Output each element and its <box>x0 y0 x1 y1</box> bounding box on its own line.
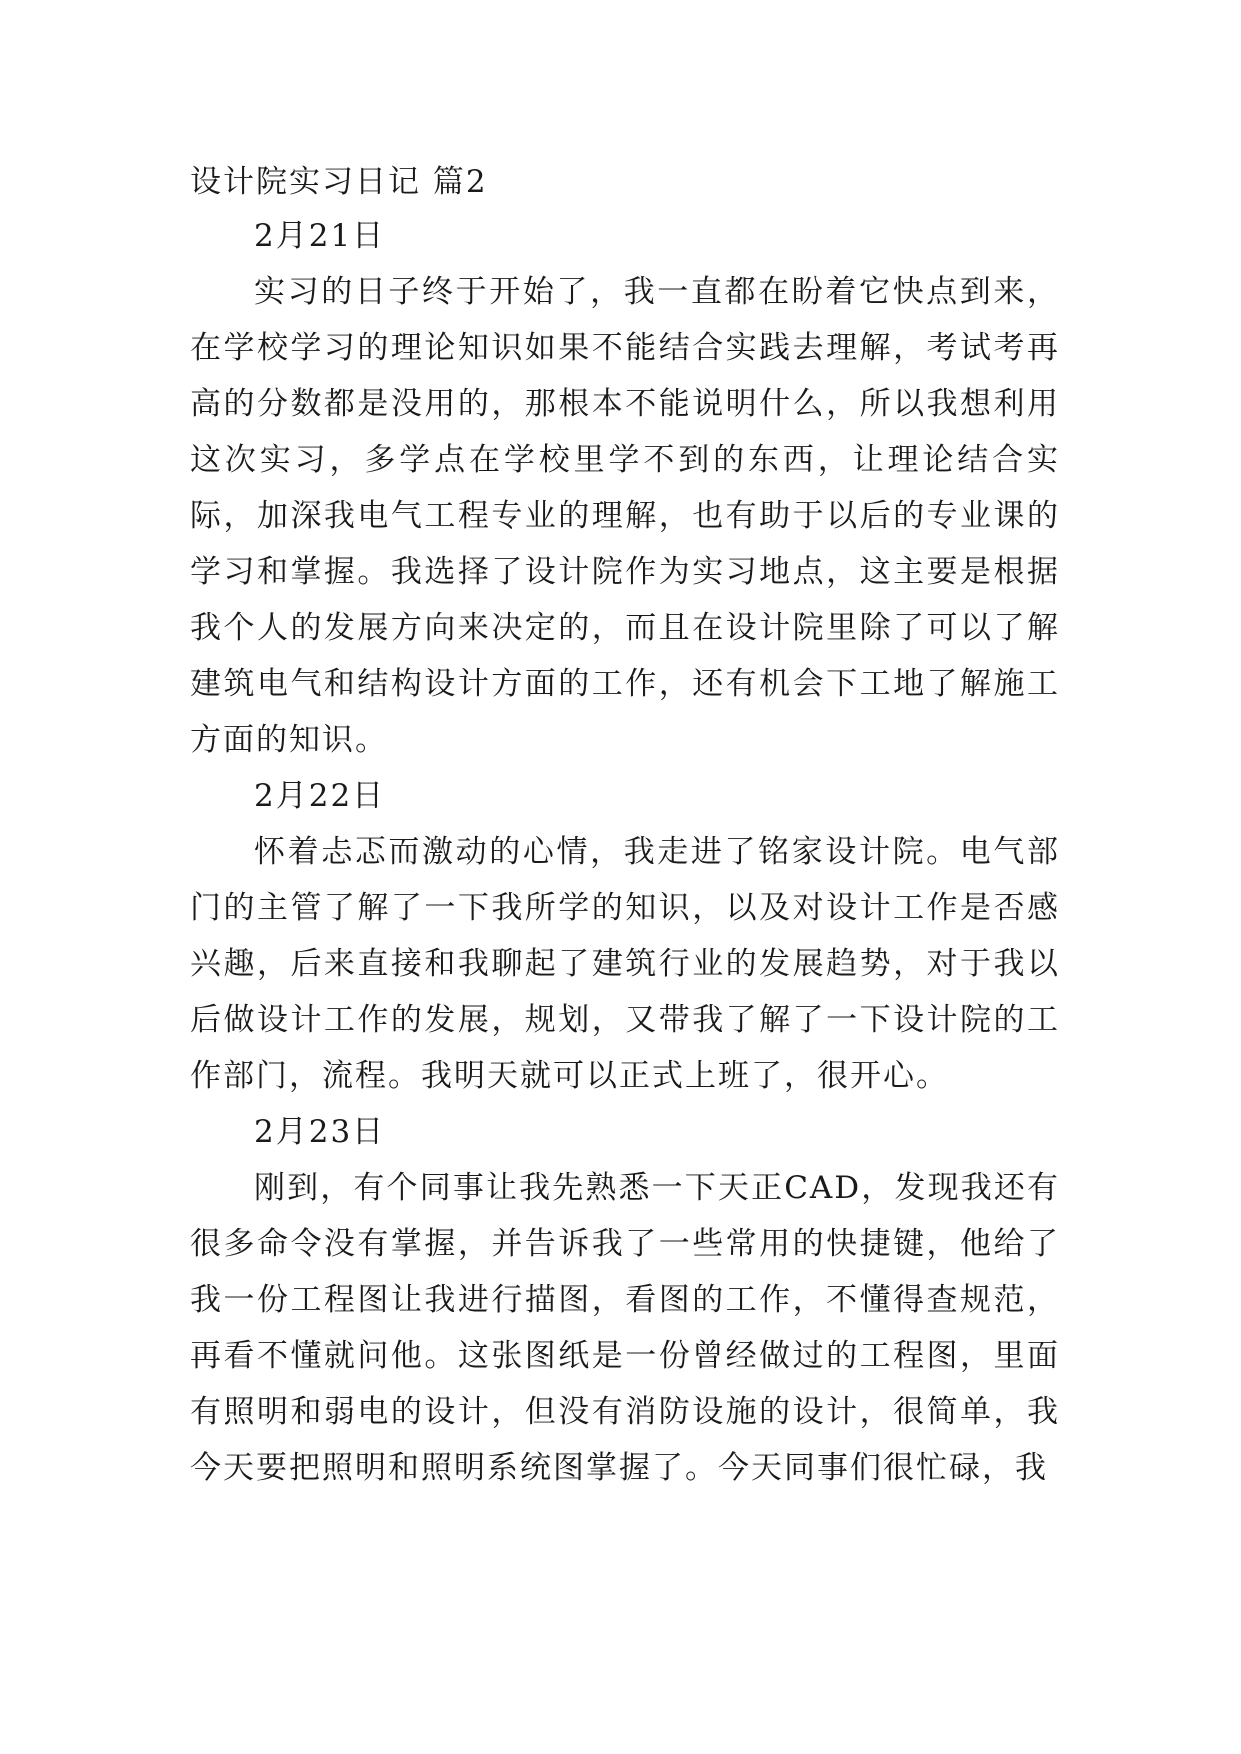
entry-date: 2月21日 <box>254 218 386 254</box>
entry-paragraph: 怀着忐忑而激动的心情，我走进了铭家设计院。电气部门的主管了解了一下我所学的知识，以及对设计工作是否感兴趣，后来直接和我聊起了建筑行业的发展趋势，对于我以后做设计工作的发展，规划，又带我了解了一下设计院的工作部门，流程。我明天就可以正式上班了，很开心。 <box>190 834 1060 1094</box>
entry-paragraph: 刚到，有个同事让我先熟悉一下天正CAD，发现我还有很多命令没有掌握，并告诉我了一些常用的快捷键，他给了我一份工程图让我进行描图，看图的工作，不懂得查规范，再看不懂就问他。这张图纸是一份曾经做过的工程图，里面有照明和弱电的设计，但没有消防设施的设计，很简单，我今天要把照明和照明系统图掌握了。今天同事们很忙碌，我 <box>190 1170 1060 1486</box>
entry-paragraph: 实习的日子终于开始了，我一直都在盼着它快点到来，在学校学习的理论知识如果不能结合实践去理解，考试考再高的分数都是没用的，那根本不能说明什么，所以我想利用这次实习，多学点在学校里学不到的东西，让理论结合实际，加深我电气工程专业的理解，也有助于以后的专业课的学习和掌握。我选择了设计院作为实习地点，这主要是根据我个人的发展方向来决定的，而且在设计院里除了可以了解建筑电气和结构设计方面的工作，还有机会下工地了解施工方面的知识。 <box>190 274 1060 758</box>
entry-date: 2月23日 <box>254 1114 386 1150</box>
document-body <box>190 208 1060 1496</box>
entry-date: 2月22日 <box>254 778 386 814</box>
document-title: 设计院实习日记 篇2 <box>190 164 488 200</box>
